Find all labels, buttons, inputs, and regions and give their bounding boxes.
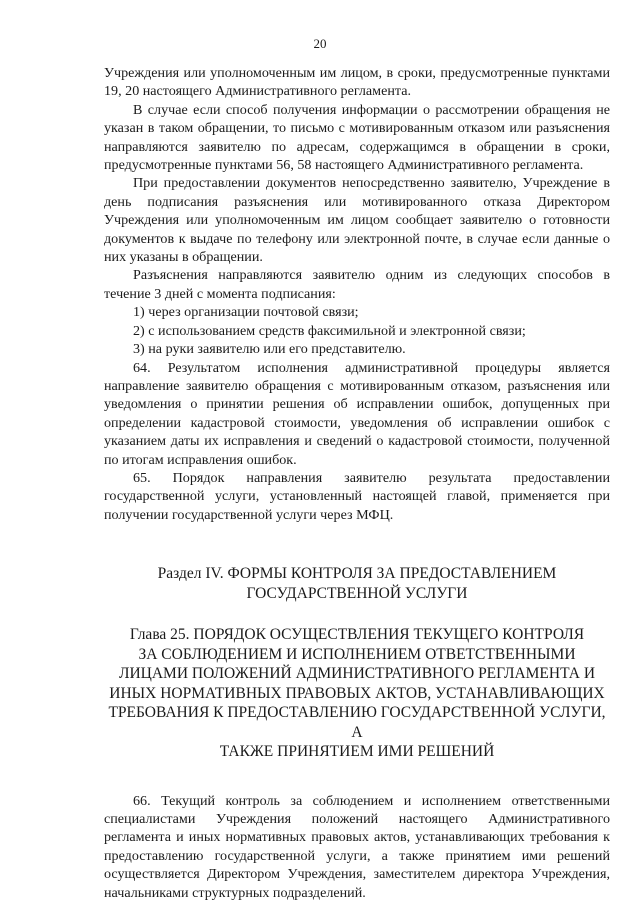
chapter-heading	[104, 625, 610, 762]
paragraph-64: 64. Результатом исполнения административной процедуры является направление заявителю обращения с мотивированным отказом, разъяснения или уведомления о принятии решения об исправлении ошибок, допущенных при определении кадастровой стоимости, уведомления об исправлении ошибок с указанием даты их исправления и сведений о кадастровой стоимости, полученной по итогам исправления ошибок.	[104, 359, 610, 468]
section-heading-line: Раздел IV. ФОРМЫ КОНТРОЛЯ ЗА ПРЕДОСТАВЛЕНИЕМ	[157, 565, 557, 583]
section-heading-line: ГОСУДАРСТВЕННОЙ УСЛУГИ	[246, 584, 468, 602]
chapter-heading-line: Глава 25. ПОРЯДОК ОСУЩЕСТВЛЕНИЯ ТЕКУЩЕГО КОНТРОЛЯ	[129, 626, 585, 644]
page-number: 20	[313, 36, 327, 51]
paragraph-clarifications: Разъяснения направляются заявителю одним из следующих способов в течение 3 дней с момента подписания:	[104, 267, 610, 302]
section-heading	[104, 564, 610, 603]
list-item-post: 1) через организации почтовой связи;	[133, 304, 359, 321]
document-body	[104, 64, 610, 902]
paragraph-direct-delivery: При предоставлении документов непосредственно заявителю, Учреждение в день подписания разъяснения или мотивированного отказа Директором Учреждения или уполномоченным им лицом сообщает заявителю о готовности документов к выдаче по телефону или электронной почте, в случае если данные о них указаны в обращении.	[104, 175, 610, 266]
continuation-paragraph: Учреждения или уполномоченным им лицом, в сроки, предусмотренные пунктами 19, 20 настоящего Административного регламента.	[104, 65, 610, 100]
paragraph-66: 66. Текущий контроль за соблюдением и исполнением ответственными специалистами Учреждения положений настоящего Административного регламента и иных нормативных правовых актов, устанавливающих требования к предоставлению государственной услуги, а также принятием ими решений осуществляется Директором Учреждения, заместителем директора Учреждения, начальниками структурных подразделений.	[104, 792, 610, 901]
chapter-heading-line: ИНЫХ НОРМАТИВНЫХ ПРАВОВЫХ АКТОВ, УСТАНАВЛИВАЮЩИХ	[109, 684, 605, 702]
list-item-fax-email: 2) с использованием средств факсимильной и электронной связи;	[133, 322, 526, 339]
paragraph-65: 65. Порядок направления заявителю результата предоставлении государственной услуги, установленный настоящей главой, применяется при получении государственной услуги через МФЦ.	[104, 469, 610, 523]
chapter-heading-line: ТРЕБОВАНИЯ К ПРЕДОСТАВЛЕНИЮ ГОСУДАРСТВЕННОЙ УСЛУГИ, А	[108, 704, 606, 741]
chapter-heading-line: ЛИЦАМИ ПОЛОЖЕНИЙ АДМИНИСТРАТИВНОГО РЕГЛАМЕНТА И	[118, 665, 596, 683]
chapter-heading-line: ЗА СОБЛЮДЕНИЕМ И ИСПОЛНЕНИЕМ ОТВЕТСТВЕННЫМИ	[138, 645, 576, 663]
chapter-heading-line: ТАКЖЕ ПРИНЯТИЕМ ИМИ РЕШЕНИЙ	[219, 743, 495, 761]
list-item-in-person: 3) на руки заявителю или его представителю.	[133, 341, 406, 358]
paragraph-reply-method: В случае если способ получения информации о рассмотрении обращения не указан в таком обращении, то письмо с мотивированным отказом или разъяснения направляются заявителю по адресам, содержащимся в обращении в сроки, предусмотренные пунктами 56, 58 настоящего Административного регламента.	[104, 101, 610, 174]
